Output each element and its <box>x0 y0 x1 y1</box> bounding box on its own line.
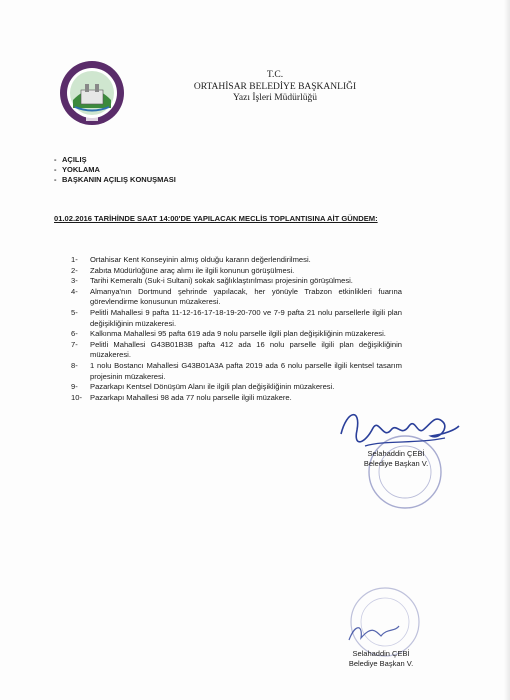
agenda-item-number: 4- <box>71 286 78 296</box>
agenda-item-number: 9- <box>71 382 78 392</box>
agenda-item <box>72 287 402 308</box>
agenda-item-number: 5- <box>71 307 78 317</box>
agenda-item <box>72 308 402 329</box>
agenda-item <box>72 329 402 340</box>
header-country: T.C. <box>266 70 284 80</box>
paper-edge-shadow <box>504 0 510 700</box>
document-header <box>160 70 390 105</box>
agenda-item-number: 3- <box>71 276 78 286</box>
signatory-title: Belediye Başkan V. <box>348 658 414 668</box>
agenda-item-text: Almanya'nın Dortmund şehrinde yapılacak, her yönüyle Trabzon etkinlikleri fuarına görevlendirme konusunun müzakeresi. <box>90 286 402 307</box>
header-department: Yazı İşleri Müdürlüğü <box>232 93 317 103</box>
signatory-name: Selahaddin ÇEBİ <box>352 649 410 658</box>
agenda-item-text: Tarihi Kemeraltı (Suk-i Sultani) sokak sağlıklaştırılması projesinin görüşülmesi. <box>90 276 353 286</box>
agenda-item-text: Pelitli Mahallesi 9 pafta 11-12-16-17-18-19-20-700 ve 7-9 pafta 21 nolu parsellerle ilgili plan değişikliğinin müzakeresi. <box>90 307 402 328</box>
agenda-item <box>72 255 402 266</box>
agenda-item-text: Pazarkapı Kentsel Dönüşüm Alanı ile ilgili plan değişikliğinin müzakeresi. <box>90 382 335 392</box>
agenda-item-text: Pelitli Mahallesi G43B01B3B pafta 412 ada 16 nolu parselle ilgili plan değişikliğinin müzakeresi. <box>90 339 402 360</box>
opening-list <box>54 155 176 185</box>
agenda-item <box>72 361 402 382</box>
municipality-logo <box>59 60 125 126</box>
agenda-item-text: Pazarkapı Mahallesi 98 ada 77 nolu parselle ilgili müzakere. <box>90 392 292 402</box>
header-institution: ORTAHİSAR BELEDİYE BAŞKANLIĞI <box>193 81 357 92</box>
opening-item: - BAŞKANIN AÇILIŞ KONUŞMASI <box>54 175 176 185</box>
signatory-title: Belediye Başkan V. <box>363 459 429 468</box>
signature-stamp-2 <box>315 580 445 690</box>
agenda-item <box>72 382 402 393</box>
opening-item: - YOKLAMA <box>54 165 176 175</box>
agenda-item-number: 2- <box>71 265 78 275</box>
agenda-item-number: 6- <box>71 329 78 339</box>
agenda-item <box>72 266 402 277</box>
agenda-item-text: Ortahisar Kent Konseyinin almış olduğu kararın değerlendirilmesi. <box>90 255 311 264</box>
agenda-item-number: 7- <box>71 339 78 349</box>
agenda-item-text: Kalkınma Mahallesi 95 pafta 619 ada 9 nolu parselle ilgili plan değişikliğinin müzakeresi. <box>90 329 386 339</box>
opening-item: - AÇILIŞ <box>54 155 176 165</box>
agenda-item <box>72 340 402 361</box>
agenda-item-number: 1- <box>71 255 78 264</box>
signature-block-2 <box>335 649 427 668</box>
agenda-item <box>72 276 402 287</box>
agenda-item-number: 8- <box>71 360 78 370</box>
agenda-item-number: 10- <box>71 392 82 402</box>
agenda-list <box>72 255 402 403</box>
signatory-name: Selahaddin ÇEBİ <box>367 449 425 458</box>
agenda-item-text: Zabıta Müdürlüğüne araç alımı ile ilgili konunun görüşülmesi. <box>90 265 295 275</box>
agenda-title: 01.02.2016 TARİHİNDE SAAT 14:00'DE YAPILACAK MECLİS TOPLANTISINA AİT GÜNDEM: <box>54 214 378 223</box>
agenda-item-text: 1 nolu Bostancı Mahallesi G43B01A3A pafta 2019 ada 6 nolu parselle ilgili kentsel tasarım projesinin müzakeresi. <box>90 360 402 381</box>
signature-block-1 <box>351 449 441 469</box>
